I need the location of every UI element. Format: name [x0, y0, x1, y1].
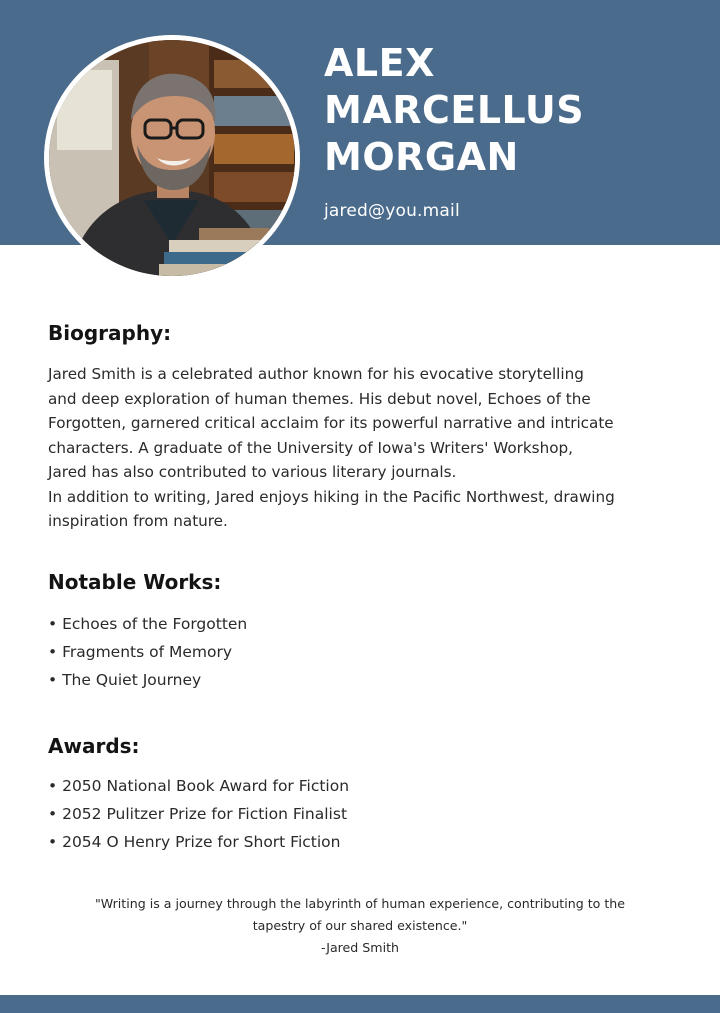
quote-line: tapestry of our shared existence."	[252, 918, 468, 933]
awards-heading: Awards:	[48, 734, 140, 758]
quote-attribution: -Jared Smith	[320, 940, 399, 955]
author-name-line: ALEX	[324, 41, 435, 85]
author-name-line: MARCELLUS	[324, 88, 585, 132]
list-item: • The Quiet Journey	[48, 666, 247, 694]
author-email[interactable]: jared@you.mail	[324, 201, 460, 221]
biography-text	[48, 362, 688, 534]
list-item: • Echoes of the Forgotten	[48, 610, 247, 638]
awards-list	[48, 772, 349, 856]
notable-works-heading: Notable Works:	[48, 570, 222, 594]
portrait-photo	[49, 40, 295, 276]
author-name	[324, 40, 704, 181]
author-name-line: MORGAN	[324, 135, 519, 179]
list-item: • Fragments of Memory	[48, 638, 247, 666]
list-item: • 2054 O Henry Prize for Short Fiction	[48, 828, 349, 856]
quote-block	[60, 893, 660, 959]
biography-line: and deep exploration of human themes. His debut novel, Echoes of the	[48, 389, 591, 408]
biography-line: characters. A graduate of the University of Iowa's Writers' Workshop,	[48, 438, 573, 457]
list-item: • 2052 Pulitzer Prize for Fiction Finalist	[48, 800, 349, 828]
quote-line: "Writing is a journey through the labyrinth of human experience, contributing to the	[94, 896, 626, 911]
author-portrait	[44, 35, 300, 281]
footer-band	[0, 995, 720, 1013]
list-item: • 2050 National Book Award for Fiction	[48, 772, 349, 800]
biography-line: Jared has also contributed to various literary journals.	[48, 463, 457, 481]
biography-line: Jared Smith is a celebrated author known for his evocative storytelling	[48, 365, 584, 383]
biography-heading: Biography:	[48, 321, 172, 345]
biography-line: Forgotten, garnered critical acclaim for its powerful narrative and intricate	[48, 414, 614, 432]
biography-line: In addition to writing, Jared enjoys hiking in the Pacific Northwest, drawing	[48, 487, 615, 506]
biography-line: inspiration from nature.	[48, 512, 228, 530]
notable-works-list	[48, 610, 247, 694]
